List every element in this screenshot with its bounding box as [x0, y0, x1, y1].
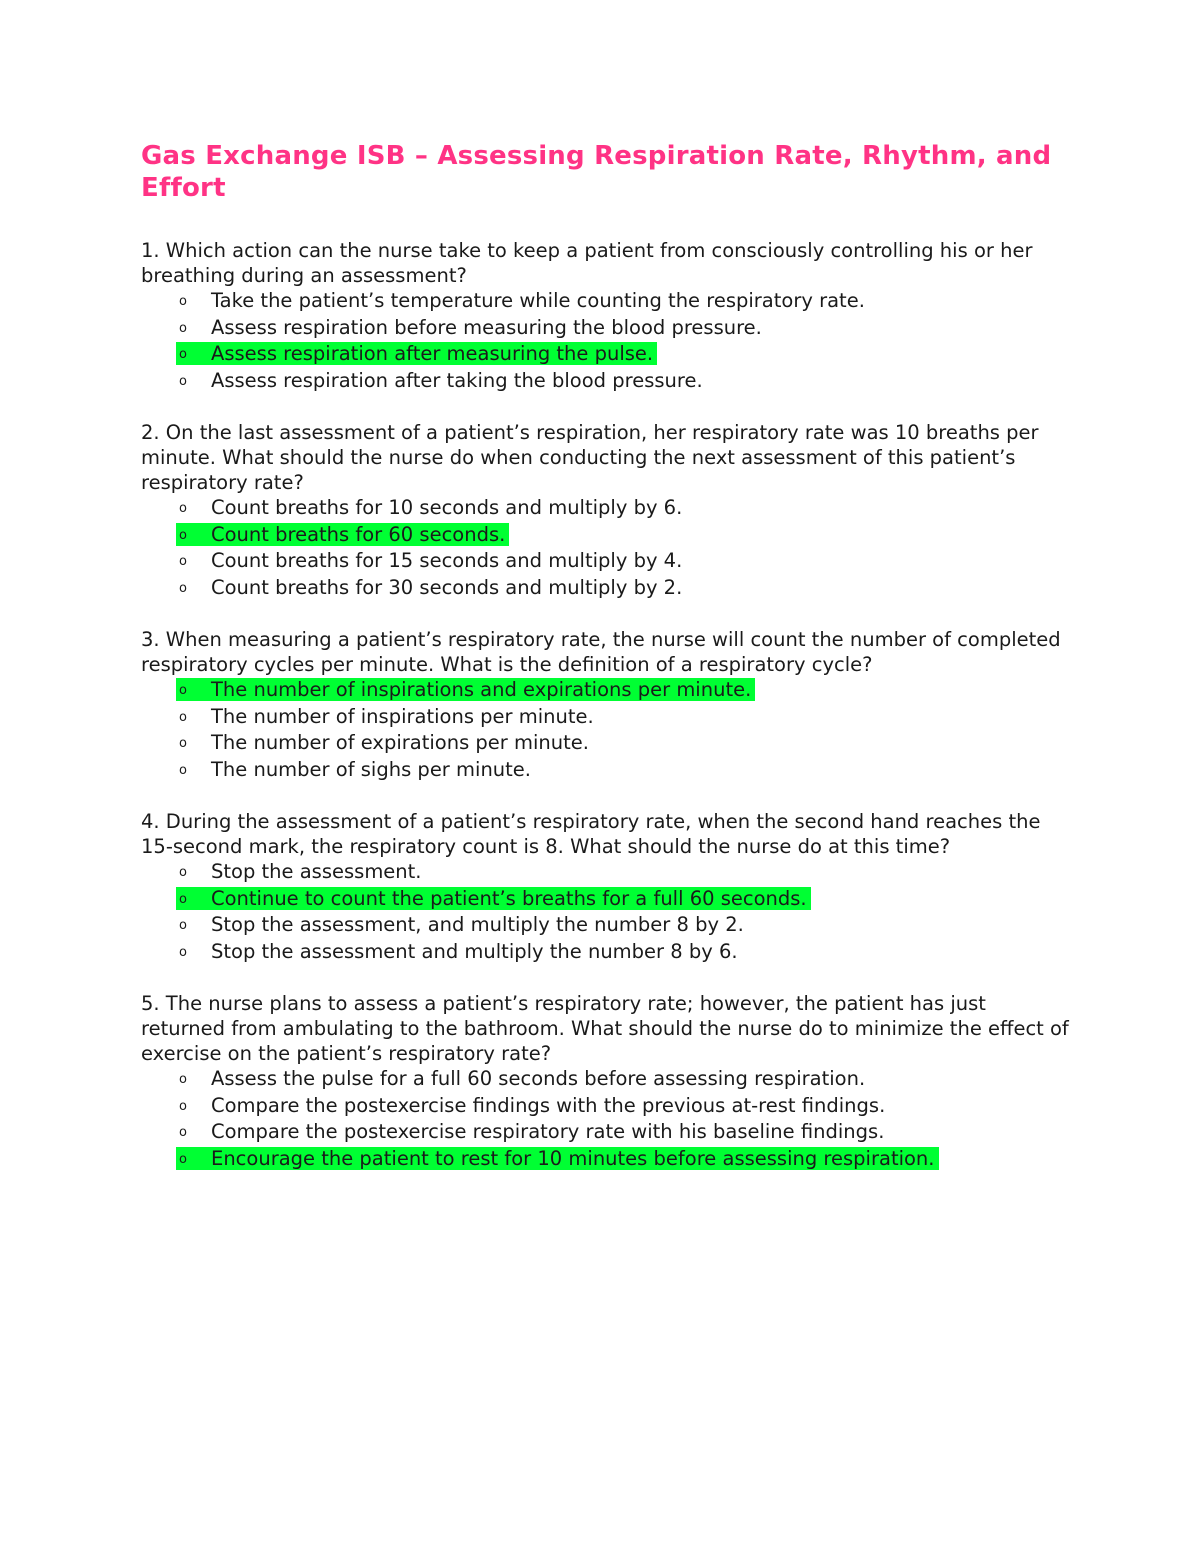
question-list	[141, 238, 1071, 1172]
answer-option	[141, 704, 1071, 731]
option-text: The number of sighs per minute.	[211, 757, 531, 781]
question-4	[141, 809, 1071, 965]
question-stem: 3. When measuring a patient’s respiratory rate, the nurse will count the number of completed respiratory cycles per minute. What is the definition of a respiratory cycle?	[141, 628, 1061, 676]
bullet-icon: o	[179, 554, 187, 569]
question-2	[141, 420, 1071, 601]
option-text: Assess respiration after measuring the pulse.	[211, 342, 657, 365]
question-3	[141, 627, 1071, 783]
bullet-icon: o	[179, 1072, 187, 1087]
document-title: Gas Exchange ISB – Assessing Respiration Rate, Rhythm, and Effort	[141, 141, 1052, 203]
answer-option	[141, 730, 1071, 757]
question-stem: 5. The nurse plans to assess a patient’s respiratory rate; however, the patient has just returned from ambulating to the bathroom. What should the nurse do to minimize the effect of exercise on the patient’s respiratory rate?	[141, 992, 1069, 1065]
answer-options	[141, 288, 1071, 394]
answer-option-correct	[141, 1146, 1071, 1173]
answer-option-correct	[141, 522, 1071, 549]
bullet-icon: o	[179, 580, 187, 596]
answer-options	[141, 677, 1071, 783]
option-text: Count breaths for 10 seconds and multiply by 6.	[211, 496, 683, 519]
option-text: Count breaths for 15 seconds and multiply by 4.	[211, 549, 683, 572]
answer-option	[141, 859, 1071, 886]
option-text: Stop the assessment and multiply the number 8 by 6.	[211, 939, 738, 963]
bullet-icon: o	[179, 683, 187, 698]
answer-option-correct	[141, 341, 1071, 368]
bullet-icon: o	[179, 501, 187, 516]
answer-option	[141, 1119, 1071, 1146]
question-1	[141, 238, 1071, 394]
answer-option	[141, 548, 1071, 575]
bullet-icon: o	[179, 373, 187, 389]
answer-option	[141, 939, 1071, 966]
answer-options	[141, 859, 1071, 965]
bullet-icon: o	[179, 1125, 187, 1140]
question-5	[141, 991, 1071, 1172]
option-text: Stop the assessment, and multiply the number 8 by 2.	[211, 913, 744, 936]
bullet-icon: o	[179, 918, 187, 933]
option-text: Count breaths for 30 seconds and multiply by 2.	[211, 575, 683, 599]
bullet-icon: o	[179, 762, 187, 778]
option-text: Encourage the patient to rest for 10 minutes before assessing respiration.	[211, 1147, 939, 1170]
answer-option	[141, 495, 1071, 522]
option-text: Compare the postexercise respiratory rate with his baseline findings.	[211, 1120, 885, 1143]
answer-option-correct	[141, 886, 1071, 913]
bullet-icon: o	[179, 891, 187, 907]
question-stem: 2. On the last assessment of a patient’s respiration, her respiratory rate was 10 breaths per minute. What should the nurse do when conducting the next assessment of this patient’s respiratory rate?	[141, 421, 1039, 494]
bullet-icon: o	[179, 347, 187, 362]
answer-option	[141, 1093, 1071, 1120]
option-text: Assess respiration before measuring the blood pressure.	[211, 315, 762, 339]
option-text: Assess the pulse for a full 60 seconds before assessing respiration.	[211, 1067, 866, 1090]
bullet-icon: o	[179, 294, 187, 309]
answer-option	[141, 912, 1071, 939]
option-text: Compare the postexercise findings with the previous at-rest findings.	[211, 1093, 886, 1117]
answer-option	[141, 315, 1071, 342]
bullet-icon: o	[179, 944, 187, 960]
bullet-icon: o	[179, 865, 187, 880]
question-stem: 4. During the assessment of a patient’s respiratory rate, when the second hand reaches the 15-second mark, the respiratory count is 8. What should the nurse do at this time?	[141, 810, 1041, 858]
option-text: Stop the assessment.	[211, 860, 422, 883]
option-text: Assess respiration after taking the blood pressure.	[211, 368, 703, 392]
answer-option	[141, 288, 1071, 315]
answer-option	[141, 575, 1071, 602]
answer-option	[141, 1066, 1071, 1093]
document-page	[141, 140, 1071, 1198]
option-text: The number of expirations per minute.	[211, 731, 589, 754]
option-text: Count breaths for 60 seconds.	[211, 523, 509, 546]
bullet-icon: o	[179, 1098, 187, 1114]
option-text: Continue to count the patient’s breaths for a full 60 seconds.	[211, 887, 811, 910]
answer-option	[141, 757, 1071, 784]
option-text: Take the patient’s temperature while counting the respiratory rate.	[211, 289, 865, 312]
bullet-icon: o	[179, 320, 187, 336]
option-text: The number of inspirations and expirations per minute.	[211, 678, 755, 701]
bullet-icon: o	[179, 1151, 187, 1167]
answer-option	[141, 368, 1071, 395]
answer-options	[141, 1066, 1071, 1172]
bullet-icon: o	[179, 527, 187, 543]
bullet-icon: o	[179, 736, 187, 751]
answer-options	[141, 495, 1071, 601]
bullet-icon: o	[179, 709, 187, 725]
answer-option-correct	[141, 677, 1071, 704]
question-stem: 1. Which action can the nurse take to keep a patient from consciously controlling his or her breathing during an assessment?	[141, 239, 1033, 287]
option-text: The number of inspirations per minute.	[211, 704, 594, 728]
